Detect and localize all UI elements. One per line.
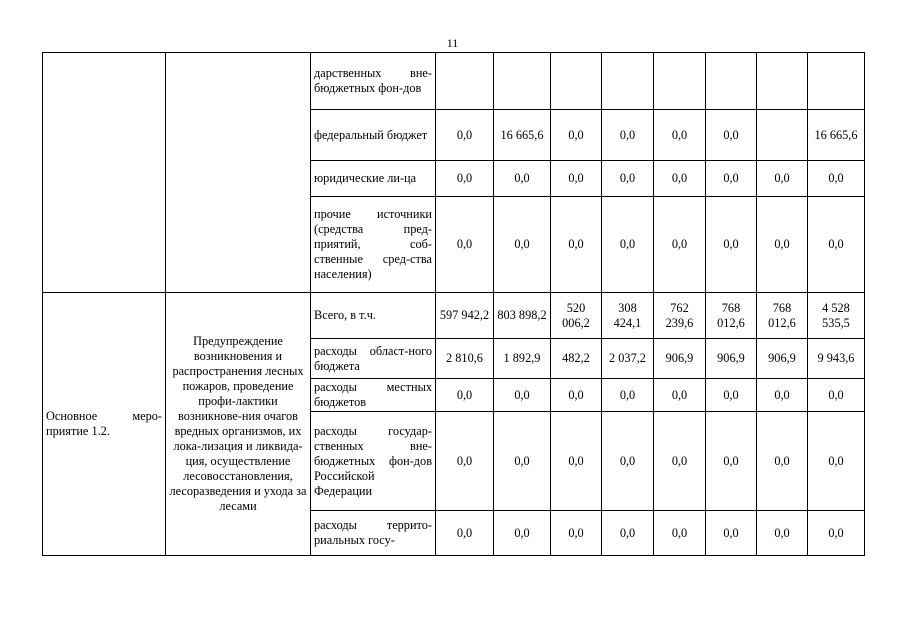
value-cell: 0,0 [602,110,654,161]
value-cell: 520 006,2 [551,293,602,339]
value-cell: 0,0 [551,110,602,161]
value-cell: 0,0 [436,197,494,293]
value-cell: 0,0 [494,412,551,511]
value-cell: 768 012,6 [757,293,808,339]
value-cell [602,53,654,110]
value-cell: 0,0 [808,511,865,556]
funding-source: юридические ли-ца [311,161,436,197]
value-cell: 0,0 [551,197,602,293]
value-cell: 9 943,6 [808,339,865,379]
event-name: Основное меро-приятие 1.2. [43,293,166,556]
funding-source: расходы област-ного бюджета [311,339,436,379]
funding-source: расходы террито-риальных госу- [311,511,436,556]
value-cell: 0,0 [706,161,757,197]
value-cell: 308 424,1 [602,293,654,339]
value-cell [654,53,706,110]
value-cell [494,53,551,110]
value-cell [757,53,808,110]
funding-source: расходы местных бюджетов [311,379,436,412]
value-cell: 0,0 [654,379,706,412]
value-cell: 0,0 [706,379,757,412]
value-cell: 906,9 [757,339,808,379]
value-cell: 0,0 [654,110,706,161]
value-cell: 0,0 [808,379,865,412]
value-cell: 0,0 [494,511,551,556]
value-cell: 0,0 [602,161,654,197]
value-cell: 0,0 [808,161,865,197]
funding-source: прочие источники (средства пред-приятий, соб-ственные сред-ства населения) [311,197,436,293]
value-cell: 0,0 [436,161,494,197]
value-cell: 0,0 [706,197,757,293]
value-cell: 0,0 [551,511,602,556]
value-cell: 482,2 [551,339,602,379]
event-description: Предупреждение возникновения и распространения лесных пожаров, проведение профи-лактики возникнове-ния очагов вредных организмов, их лока-лизация и ликвида-ция, осуществление лесовосстановления, лесоразведения и ухода за лесами [166,293,311,556]
value-cell: 4 528 535,5 [808,293,865,339]
funding-source: дарственных вне-бюджетных фон-дов [311,53,436,110]
value-cell: 0,0 [757,197,808,293]
value-cell: 0,0 [757,412,808,511]
value-cell [551,53,602,110]
value-cell: 762 239,6 [654,293,706,339]
value-cell: 0,0 [436,412,494,511]
value-cell: 0,0 [757,161,808,197]
value-cell: 0,0 [602,412,654,511]
value-cell: 0,0 [808,197,865,293]
page-number: 11 [446,36,459,50]
value-cell: 0,0 [757,511,808,556]
value-cell [436,53,494,110]
value-cell: 1 892,9 [494,339,551,379]
value-cell: 0,0 [551,412,602,511]
value-cell [706,53,757,110]
description-cell-empty [166,53,311,293]
value-cell: 906,9 [706,339,757,379]
value-cell: 0,0 [436,110,494,161]
funding-source: расходы государ-ственных вне-бюджетных фон-дов Российской Федерации [311,412,436,511]
value-cell: 0,0 [436,379,494,412]
value-cell: 0,0 [551,379,602,412]
value-cell: 0,0 [602,511,654,556]
value-cell: 0,0 [494,197,551,293]
table-row [43,53,865,110]
value-cell: 2 037,2 [602,339,654,379]
value-cell: 0,0 [706,412,757,511]
event-cell-empty [43,53,166,293]
value-cell [808,53,865,110]
value-cell [757,110,808,161]
value-cell: 0,0 [654,161,706,197]
funding-table [42,52,865,556]
value-cell: 16 665,6 [494,110,551,161]
value-cell: 16 665,6 [808,110,865,161]
value-cell: 0,0 [436,511,494,556]
value-cell: 0,0 [551,161,602,197]
value-cell: 803 898,2 [494,293,551,339]
table-row [43,293,865,339]
value-cell: 0,0 [808,412,865,511]
value-cell: 0,0 [602,379,654,412]
value-cell: 0,0 [654,511,706,556]
value-cell: 0,0 [706,511,757,556]
value-cell: 0,0 [494,379,551,412]
value-cell: 2 810,6 [436,339,494,379]
value-cell: 0,0 [757,379,808,412]
value-cell: 0,0 [494,161,551,197]
value-cell: 597 942,2 [436,293,494,339]
value-cell: 906,9 [654,339,706,379]
value-cell: 0,0 [654,197,706,293]
value-cell: 0,0 [654,412,706,511]
value-cell: 768 012,6 [706,293,757,339]
value-cell: 0,0 [706,110,757,161]
value-cell: 0,0 [602,197,654,293]
funding-source: Всего, в т.ч. [311,293,436,339]
funding-source: федеральный бюджет [311,110,436,161]
